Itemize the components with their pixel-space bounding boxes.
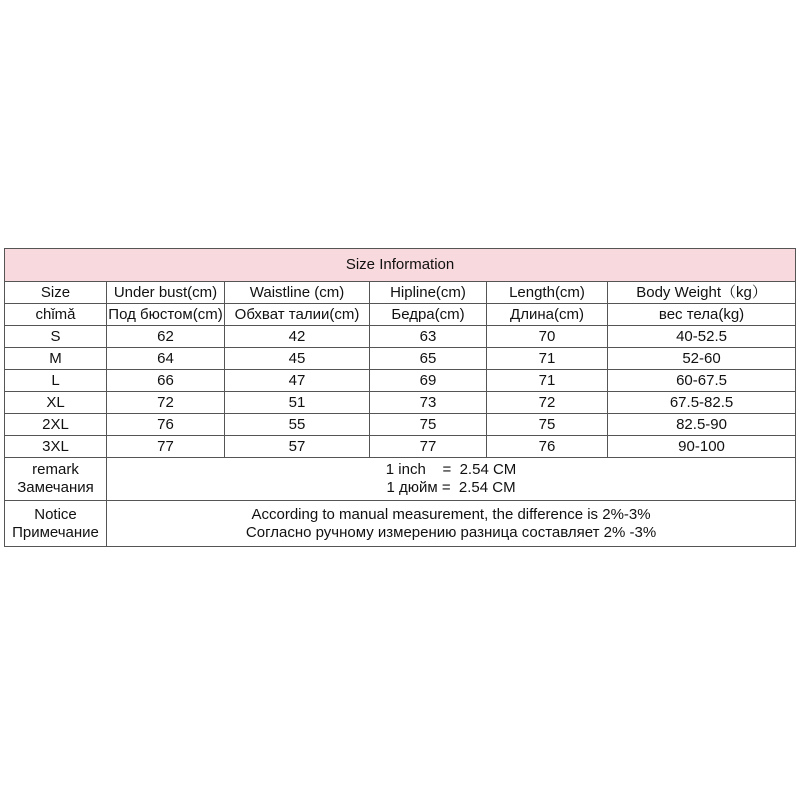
- hipline-cell: 63: [370, 326, 487, 348]
- remark-label-en: remark: [32, 461, 79, 478]
- notice-line-ru: Согласно ручному измерению разница составляет 2% -3%: [245, 523, 657, 541]
- header-under-bust-ru: Под бюстом(cm): [107, 304, 225, 326]
- header-waistline: Waistline (cm): [225, 282, 370, 304]
- header-row-en: [5, 282, 796, 304]
- length-cell: 70: [487, 326, 608, 348]
- hipline-cell: 75: [370, 414, 487, 436]
- body-weight-cell: 60-67.5: [608, 370, 796, 392]
- waistline-cell: 45: [225, 348, 370, 370]
- table-row: [5, 436, 796, 458]
- header-size: Size: [5, 282, 107, 304]
- remark-content: [107, 458, 796, 501]
- length-cell: 71: [487, 348, 608, 370]
- header-hipline: Hipline(cm): [370, 282, 487, 304]
- size-cell: 2XL: [5, 414, 107, 436]
- waistline-cell: 55: [225, 414, 370, 436]
- waistline-cell: 51: [225, 392, 370, 414]
- header-length: Length(cm): [487, 282, 608, 304]
- table-row: [5, 326, 796, 348]
- remark-label: [5, 458, 107, 501]
- table-row: [5, 414, 796, 436]
- hipline-cell: 77: [370, 436, 487, 458]
- remark-label-ru: Замечания: [17, 479, 94, 496]
- size-information-table: [4, 248, 796, 547]
- notice-line-en: According to manual measurement, the difference is 2%-3%: [251, 505, 651, 523]
- body-weight-cell: 67.5-82.5: [608, 392, 796, 414]
- header-hipline-ru: Бедра(cm): [370, 304, 487, 326]
- remark-row: [5, 458, 796, 501]
- notice-label-ru: Примечание: [12, 523, 99, 541]
- body-weight-cell: 40-52.5: [608, 326, 796, 348]
- under-bust-cell: 77: [107, 436, 225, 458]
- length-cell: 76: [487, 436, 608, 458]
- table-title: Size Information: [5, 249, 796, 282]
- body-weight-cell: 90-100: [608, 436, 796, 458]
- notice-content: [107, 501, 796, 547]
- table-row: [5, 348, 796, 370]
- header-under-bust: Under bust(cm): [107, 282, 225, 304]
- size-cell: L: [5, 370, 107, 392]
- body-weight-cell: 82.5-90: [608, 414, 796, 436]
- size-cell: XL: [5, 392, 107, 414]
- notice-row: [5, 501, 796, 547]
- waistline-cell: 47: [225, 370, 370, 392]
- table-row: [5, 392, 796, 414]
- under-bust-cell: 62: [107, 326, 225, 348]
- table-row: [5, 370, 796, 392]
- size-cell: M: [5, 348, 107, 370]
- header-row-ru: [5, 304, 796, 326]
- waistline-cell: 57: [225, 436, 370, 458]
- waistline-cell: 42: [225, 326, 370, 348]
- hipline-cell: 65: [370, 348, 487, 370]
- header-waistline-ru: Обхват талии(cm): [225, 304, 370, 326]
- remark-line-en: 1 inch = 2.54 CM: [385, 461, 517, 478]
- size-cell: 3XL: [5, 436, 107, 458]
- remark-line-ru: 1 дюйм = 2.54 CM: [386, 479, 516, 496]
- hipline-cell: 69: [370, 370, 487, 392]
- hipline-cell: 73: [370, 392, 487, 414]
- length-cell: 75: [487, 414, 608, 436]
- under-bust-cell: 66: [107, 370, 225, 392]
- under-bust-cell: 64: [107, 348, 225, 370]
- size-cell: S: [5, 326, 107, 348]
- header-size-ru: chǐmǎ: [5, 304, 107, 326]
- header-length-ru: Длина(cm): [487, 304, 608, 326]
- notice-label-en: Notice: [34, 505, 77, 523]
- length-cell: 71: [487, 370, 608, 392]
- body-weight-cell: 52-60: [608, 348, 796, 370]
- header-body-weight: Body Weight（kg）: [608, 282, 796, 304]
- header-body-weight-ru: вес тела(kg): [608, 304, 796, 326]
- length-cell: 72: [487, 392, 608, 414]
- under-bust-cell: 72: [107, 392, 225, 414]
- notice-label: [5, 501, 107, 547]
- under-bust-cell: 76: [107, 414, 225, 436]
